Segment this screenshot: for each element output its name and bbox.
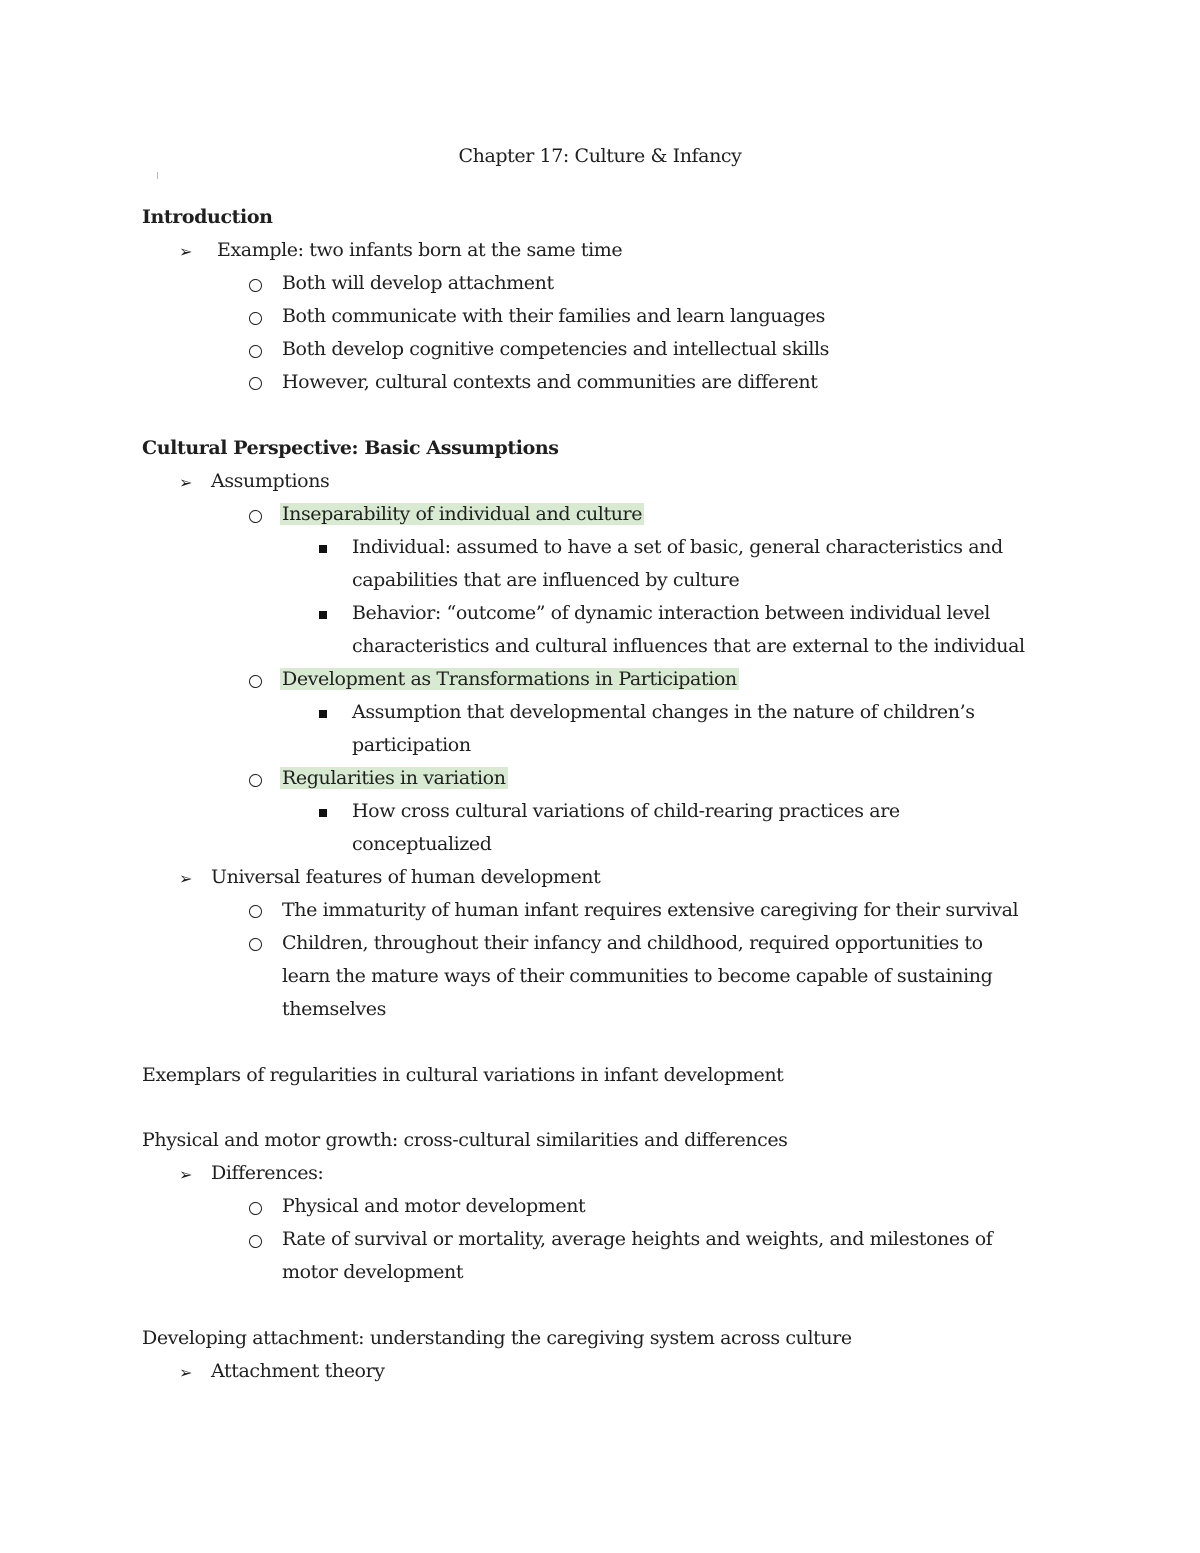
list-item: Differences: — [211, 1162, 324, 1184]
paragraph-exemplars: Exemplars of regularities in cultural variations in infant development — [142, 1064, 784, 1086]
highlighted-text: Regularities in variation — [282, 767, 506, 789]
list-item-continuation: characteristics and cultural influences that are external to the individual — [352, 635, 1025, 657]
list-item-continuation: participation — [352, 734, 471, 756]
section-heading-introduction: Introduction — [142, 206, 273, 228]
highlighted-text: Development as Transformations in Participation — [282, 668, 737, 690]
list-item: Rate of survival or mortality, average heights and weights, and milestones of — [282, 1228, 993, 1250]
list-item: Individual: assumed to have a set of basic, general characteristics and — [352, 536, 1003, 558]
section-heading-cultural-perspective: Cultural Perspective: Basic Assumptions — [142, 437, 559, 459]
list-item: Both develop cognitive competencies and intellectual skills — [282, 338, 830, 360]
list-item: Behavior: “outcome” of dynamic interaction between individual level — [352, 602, 990, 624]
section-heading-physical-motor: Physical and motor growth: cross-cultural similarities and differences — [142, 1129, 788, 1151]
arrow-bullet-icon: ➢ — [179, 869, 193, 888]
list-item: Physical and motor development — [282, 1195, 586, 1217]
list-item-continuation: capabilities that are influenced by culture — [352, 569, 740, 591]
hollow-circle-bullet-icon — [249, 312, 262, 325]
list-item: Children, throughout their infancy and childhood, required opportunities to — [282, 932, 983, 954]
hollow-circle-bullet-icon — [249, 1202, 262, 1215]
list-item-continuation: learn the mature ways of their communities to become capable of sustaining — [282, 965, 993, 987]
arrow-bullet-icon: ➢ — [179, 242, 193, 261]
list-item: Assumptions — [211, 470, 330, 492]
list-item: Assumption that developmental changes in the nature of children’s — [352, 701, 975, 723]
cursor-mark — [157, 172, 158, 179]
square-bullet-icon — [319, 545, 327, 553]
hollow-circle-bullet-icon — [249, 905, 262, 918]
hollow-circle-bullet-icon — [249, 1235, 262, 1248]
list-item: Both will develop attachment — [282, 272, 554, 294]
list-item: Both communicate with their families and learn languages — [282, 305, 825, 327]
list-item: Universal features of human development — [211, 866, 601, 888]
list-item-continuation: motor development — [282, 1261, 464, 1283]
list-item: Attachment theory — [211, 1360, 385, 1382]
square-bullet-icon — [319, 809, 327, 817]
hollow-circle-bullet-icon — [249, 510, 262, 523]
list-item: The immaturity of human infant requires extensive caregiving for their survival — [282, 899, 1019, 921]
highlighted-text: Inseparability of individual and culture — [282, 503, 643, 525]
arrow-bullet-icon: ➢ — [179, 1363, 193, 1382]
section-heading-attachment: Developing attachment: understanding the caregiving system across culture — [142, 1327, 852, 1349]
hollow-circle-bullet-icon — [249, 377, 262, 390]
arrow-bullet-icon: ➢ — [179, 473, 193, 492]
list-item-continuation: conceptualized — [352, 833, 492, 855]
hollow-circle-bullet-icon — [249, 938, 262, 951]
hollow-circle-bullet-icon — [249, 279, 262, 292]
list-item: However, cultural contexts and communities are different — [282, 371, 818, 393]
list-item: Example: two infants born at the same time — [217, 239, 623, 261]
list-item-continuation: themselves — [282, 998, 386, 1020]
hollow-circle-bullet-icon — [249, 675, 262, 688]
list-item: How cross cultural variations of child-rearing practices are — [352, 800, 900, 822]
document-title: Chapter 17: Culture & Infancy — [458, 145, 742, 167]
arrow-bullet-icon: ➢ — [179, 1165, 193, 1184]
hollow-circle-bullet-icon — [249, 345, 262, 358]
square-bullet-icon — [319, 710, 327, 718]
square-bullet-icon — [319, 611, 327, 619]
hollow-circle-bullet-icon — [249, 774, 262, 787]
